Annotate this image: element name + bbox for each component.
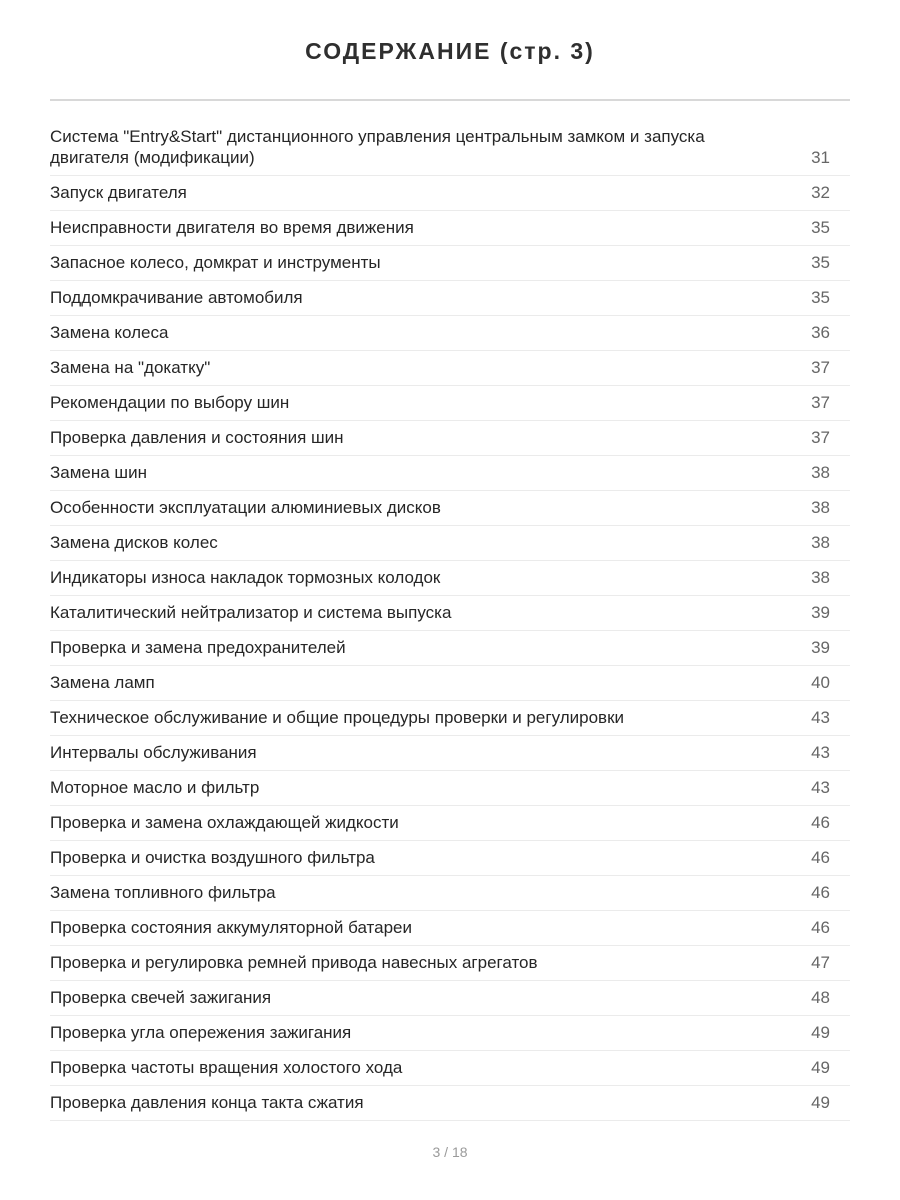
toc-entry-page: 35: [811, 218, 830, 237]
toc-entry-title: Проверка и замена предохранителей: [50, 638, 346, 657]
toc-entry-title: Интервалы обслуживания: [50, 743, 257, 762]
toc-entry[interactable]: [50, 1051, 850, 1086]
toc-entry-title: Запуск двигателя: [50, 183, 187, 202]
toc-entry-page: 48: [811, 988, 830, 1007]
toc-entry[interactable]: [50, 561, 850, 596]
toc-entry-page: 47: [811, 953, 830, 972]
toc-entry[interactable]: [50, 631, 850, 666]
toc-entry-title: Техническое обслуживание и общие процедуры проверки и регулировки: [50, 708, 625, 727]
page-title: СОДЕРЖАНИЕ (стр. 3): [305, 38, 595, 64]
toc-entry-title: Замена на "докатку": [50, 358, 211, 377]
toc-entry-page: 43: [811, 708, 830, 727]
toc-entry-page: 37: [811, 358, 830, 377]
toc-entry[interactable]: [50, 1016, 850, 1051]
toc-entry[interactable]: [50, 125, 850, 176]
toc-entry-page: 39: [811, 638, 830, 657]
toc-entry-title: Проверка угла опережения зажигания: [50, 1023, 352, 1042]
toc-entry-page: 35: [811, 288, 830, 307]
toc-entry[interactable]: [50, 281, 850, 316]
toc-entry-title: Индикаторы износа накладок тормозных колодок: [50, 568, 441, 587]
toc-entry-page: 46: [811, 848, 830, 867]
toc-entry-page: 46: [811, 918, 830, 937]
toc-entry-title: Проверка частоты вращения холостого хода: [50, 1058, 403, 1077]
toc-entry[interactable]: [50, 911, 850, 946]
toc-entry-page: 49: [811, 1023, 830, 1042]
toc-entry-title: Замена ламп: [50, 673, 155, 692]
toc-entry-title: Проверка давления конца такта сжатия: [50, 1093, 364, 1112]
toc-entry-title: Замена шин: [50, 463, 147, 482]
toc-entry-title: Замена топливного фильтра: [50, 883, 276, 902]
toc-entry-page: 40: [811, 673, 830, 692]
toc-entry-page: 36: [811, 323, 830, 342]
toc-entry[interactable]: [50, 666, 850, 701]
toc-entry-page: 32: [811, 183, 830, 202]
toc-entry-title: Поддомкрачивание автомобиля: [50, 288, 303, 307]
toc-entry-page: 38: [811, 498, 830, 517]
toc-entry-title: Проверка и замена охлаждающей жидкости: [50, 813, 399, 832]
toc-entry-title: Проверка состояния аккумуляторной батареи: [50, 918, 412, 937]
toc-entry-page: 37: [811, 428, 830, 447]
toc-entry[interactable]: [50, 806, 850, 841]
page-number: 3 / 18: [432, 1144, 468, 1160]
toc-entry[interactable]: [50, 421, 850, 456]
toc-entry-title: Запасное колесо, домкрат и инструменты: [50, 253, 381, 272]
toc-entry[interactable]: [50, 456, 850, 491]
toc-entry-page: 46: [811, 813, 830, 832]
toc-entry[interactable]: [50, 211, 850, 246]
toc-entry-page: 37: [811, 393, 830, 412]
toc-entry-title: Замена колеса: [50, 323, 169, 342]
toc-entry-title: Неисправности двигателя во время движения: [50, 218, 414, 237]
toc-entry[interactable]: [50, 316, 850, 351]
toc-entry[interactable]: [50, 701, 850, 736]
toc-entry-title: Проверка давления и состояния шин: [50, 428, 344, 447]
toc-entry[interactable]: [50, 981, 850, 1016]
toc-entry[interactable]: [50, 386, 850, 421]
toc-entry-title: Проверка свечей зажигания: [50, 988, 272, 1007]
toc-entry-page: 39: [811, 603, 830, 622]
toc-entry-title: Каталитический нейтрализатор и система выпуска: [50, 603, 452, 622]
toc-entry[interactable]: [50, 491, 850, 526]
table-of-contents: [50, 125, 850, 1121]
toc-entry[interactable]: [50, 946, 850, 981]
toc-entry-page: 49: [811, 1058, 830, 1077]
toc-entry-page: 35: [811, 253, 830, 272]
toc-entry[interactable]: [50, 771, 850, 806]
toc-entry[interactable]: [50, 526, 850, 561]
toc-entry-title: Моторное масло и фильтр: [50, 778, 260, 797]
toc-entry[interactable]: [50, 351, 850, 386]
toc-entry-page: 38: [811, 568, 830, 587]
toc-entry-title: Замена дисков колес: [50, 533, 218, 552]
toc-entry-title: Проверка и регулировка ремней привода навесных агрегатов: [50, 953, 538, 972]
toc-entry-title: Особенности эксплуатации алюминиевых дисков: [50, 498, 441, 517]
toc-entry-page: 49: [811, 1093, 830, 1112]
toc-entry[interactable]: [50, 246, 850, 281]
title-divider: [50, 99, 850, 101]
toc-entry-page: 43: [811, 743, 830, 762]
toc-entry-page: 38: [811, 533, 830, 552]
toc-entry-page: 31: [811, 148, 830, 167]
toc-entry-title: Система "Entry&Start" дистанционного управления центральным замком и запуска двигателя (модификации): [50, 127, 705, 167]
toc-entry[interactable]: [50, 841, 850, 876]
toc-entry[interactable]: [50, 1086, 850, 1121]
toc-entry-page: 43: [811, 778, 830, 797]
toc-entry[interactable]: [50, 176, 850, 211]
toc-entry-page: 46: [811, 883, 830, 902]
toc-entry-title: Рекомендации по выбору шин: [50, 393, 290, 412]
toc-entry-page: 38: [811, 463, 830, 482]
toc-entry[interactable]: [50, 596, 850, 631]
toc-entry[interactable]: [50, 736, 850, 771]
toc-entry-title: Проверка и очистка воздушного фильтра: [50, 848, 375, 867]
toc-entry[interactable]: [50, 876, 850, 911]
